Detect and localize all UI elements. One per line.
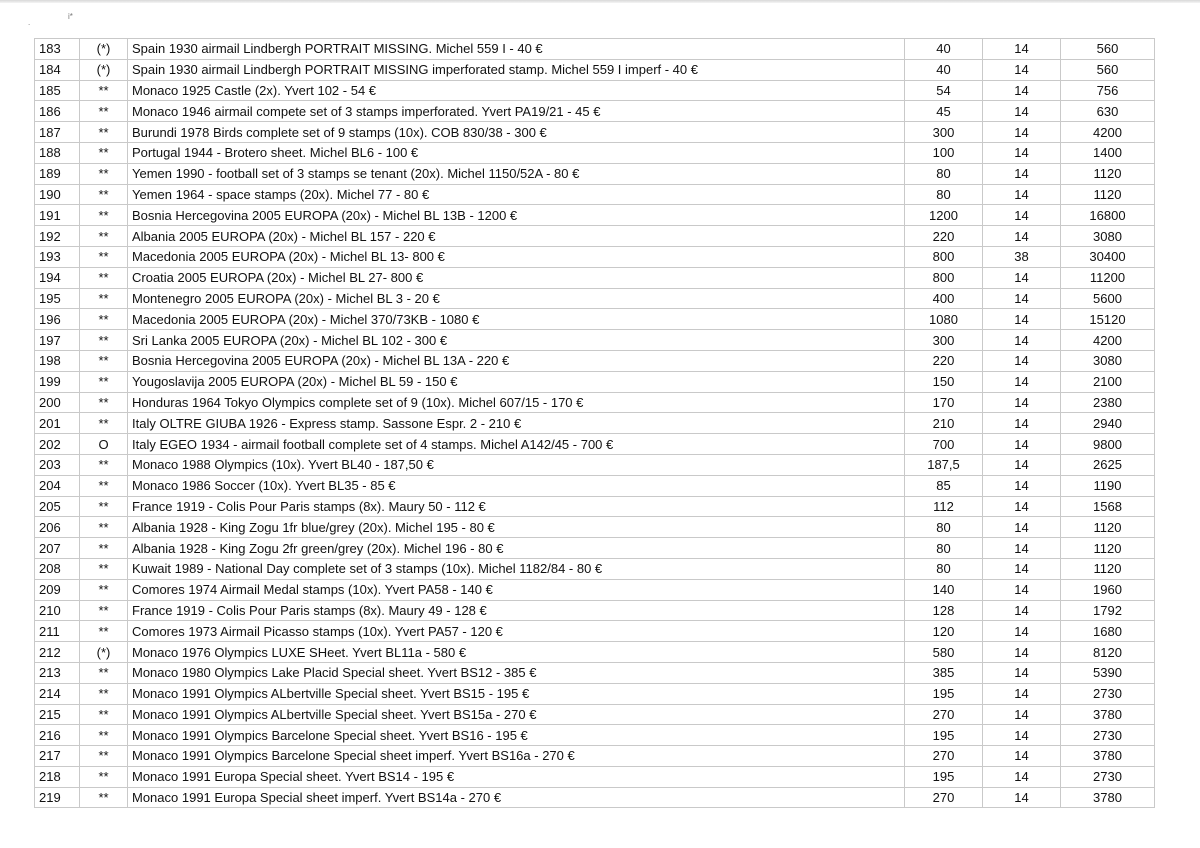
description-cell: Albania 1928 - King Zogu 2fr green/grey (20x). Michel 196 - 80 € xyxy=(128,538,905,559)
table-row xyxy=(35,683,1155,704)
condition-cell: ** xyxy=(80,122,128,143)
condition-cell: ** xyxy=(80,413,128,434)
condition-cell: ** xyxy=(80,621,128,642)
description-cell: Monaco 1986 Soccer (10x). Yvert BL35 - 85 € xyxy=(128,475,905,496)
condition-cell: ** xyxy=(80,496,128,517)
quantity-cell: 14 xyxy=(983,787,1061,808)
total-value-cell: 8120 xyxy=(1061,642,1155,663)
table-row xyxy=(35,59,1155,80)
total-value-cell: 560 xyxy=(1061,59,1155,80)
lot-number-cell: 209 xyxy=(35,579,80,600)
description-cell: Monaco 1991 Olympics ALbertville Special sheet. Yvert BS15 - 195 € xyxy=(128,683,905,704)
total-value-cell: 1400 xyxy=(1061,142,1155,163)
condition-cell: (*) xyxy=(80,39,128,60)
lot-number-cell: 195 xyxy=(35,288,80,309)
table-row xyxy=(35,434,1155,455)
quantity-cell: 14 xyxy=(983,725,1061,746)
total-value-cell: 2730 xyxy=(1061,725,1155,746)
catalogue-value-cell: 800 xyxy=(905,267,983,288)
table-row xyxy=(35,475,1155,496)
quantity-cell: 14 xyxy=(983,184,1061,205)
table-row xyxy=(35,184,1155,205)
catalogue-value-cell: 1080 xyxy=(905,309,983,330)
quantity-cell: 14 xyxy=(983,330,1061,351)
table-row xyxy=(35,579,1155,600)
table-row xyxy=(35,288,1155,309)
catalogue-value-cell: 120 xyxy=(905,621,983,642)
lot-number-cell: 197 xyxy=(35,330,80,351)
lot-number-cell: 203 xyxy=(35,454,80,475)
catalogue-value-cell: 54 xyxy=(905,80,983,101)
catalogue-value-cell: 195 xyxy=(905,766,983,787)
lot-number-cell: 210 xyxy=(35,600,80,621)
quantity-cell: 14 xyxy=(983,122,1061,143)
quantity-cell: 14 xyxy=(983,267,1061,288)
description-cell: Montenegro 2005 EUROPA (20x) - Michel BL 3 - 20 € xyxy=(128,288,905,309)
catalogue-value-cell: 140 xyxy=(905,579,983,600)
table-row xyxy=(35,39,1155,60)
catalogue-value-cell: 300 xyxy=(905,330,983,351)
condition-cell: ** xyxy=(80,246,128,267)
description-cell: Monaco 1991 Olympics Barcelone Special sheet imperf. Yvert BS16a - 270 € xyxy=(128,746,905,767)
total-value-cell: 1120 xyxy=(1061,558,1155,579)
total-value-cell: 3780 xyxy=(1061,704,1155,725)
condition-cell: ** xyxy=(80,288,128,309)
total-value-cell: 3780 xyxy=(1061,787,1155,808)
catalogue-value-cell: 195 xyxy=(905,725,983,746)
quantity-cell: 14 xyxy=(983,288,1061,309)
catalogue-value-cell: 40 xyxy=(905,59,983,80)
lot-table-body xyxy=(35,39,1155,808)
table-row xyxy=(35,538,1155,559)
catalogue-value-cell: 210 xyxy=(905,413,983,434)
lot-number-cell: 183 xyxy=(35,39,80,60)
lot-table xyxy=(34,38,1155,808)
quantity-cell: 14 xyxy=(983,309,1061,330)
catalogue-value-cell: 270 xyxy=(905,704,983,725)
description-cell: Croatia 2005 EUROPA (20x) - Michel BL 27- 800 € xyxy=(128,267,905,288)
total-value-cell: 1120 xyxy=(1061,184,1155,205)
quantity-cell: 14 xyxy=(983,371,1061,392)
description-cell: Macedonia 2005 EUROPA (20x) - Michel BL 13- 800 € xyxy=(128,246,905,267)
table-row xyxy=(35,787,1155,808)
table-row xyxy=(35,600,1155,621)
lot-number-cell: 190 xyxy=(35,184,80,205)
condition-cell: ** xyxy=(80,163,128,184)
quantity-cell: 14 xyxy=(983,621,1061,642)
quantity-cell: 14 xyxy=(983,454,1061,475)
description-cell: Monaco 1991 Olympics Barcelone Special sheet. Yvert BS16 - 195 € xyxy=(128,725,905,746)
condition-cell: ** xyxy=(80,787,128,808)
lot-number-cell: 204 xyxy=(35,475,80,496)
catalogue-value-cell: 300 xyxy=(905,122,983,143)
table-row xyxy=(35,662,1155,683)
description-cell: Italy EGEO 1934 - airmail football complete set of 4 stamps. Michel A142/45 - 700 € xyxy=(128,434,905,455)
condition-cell: ** xyxy=(80,579,128,600)
total-value-cell: 630 xyxy=(1061,101,1155,122)
total-value-cell: 3780 xyxy=(1061,746,1155,767)
total-value-cell: 1190 xyxy=(1061,475,1155,496)
table-row xyxy=(35,704,1155,725)
catalogue-value-cell: 128 xyxy=(905,600,983,621)
quantity-cell: 14 xyxy=(983,475,1061,496)
description-cell: Comores 1974 Airmail Medal stamps (10x). Yvert PA58 - 140 € xyxy=(128,579,905,600)
lot-number-cell: 187 xyxy=(35,122,80,143)
table-row xyxy=(35,80,1155,101)
table-row xyxy=(35,496,1155,517)
quantity-cell: 14 xyxy=(983,517,1061,538)
lot-number-cell: 201 xyxy=(35,413,80,434)
catalogue-value-cell: 170 xyxy=(905,392,983,413)
table-row xyxy=(35,517,1155,538)
lot-number-cell: 188 xyxy=(35,142,80,163)
lot-number-cell: 200 xyxy=(35,392,80,413)
quantity-cell: 14 xyxy=(983,205,1061,226)
lot-number-cell: 191 xyxy=(35,205,80,226)
condition-cell: O xyxy=(80,434,128,455)
total-value-cell: 5390 xyxy=(1061,662,1155,683)
total-value-cell: 11200 xyxy=(1061,267,1155,288)
total-value-cell: 2625 xyxy=(1061,454,1155,475)
lot-number-cell: 185 xyxy=(35,80,80,101)
table-row xyxy=(35,642,1155,663)
catalogue-value-cell: 270 xyxy=(905,787,983,808)
description-cell: Monaco 1991 Europa Special sheet imperf. Yvert BS14a - 270 € xyxy=(128,787,905,808)
total-value-cell: 16800 xyxy=(1061,205,1155,226)
lot-number-cell: 215 xyxy=(35,704,80,725)
description-cell: Honduras 1964 Tokyo Olympics complete set of 9 (10x). Michel 607/15 - 170 € xyxy=(128,392,905,413)
total-value-cell: 1120 xyxy=(1061,538,1155,559)
catalogue-value-cell: 80 xyxy=(905,163,983,184)
table-row xyxy=(35,371,1155,392)
condition-cell: ** xyxy=(80,538,128,559)
lot-number-cell: 186 xyxy=(35,101,80,122)
lot-number-cell: 217 xyxy=(35,746,80,767)
table-row xyxy=(35,142,1155,163)
description-cell: France 1919 - Colis Pour Paris stamps (8x). Maury 50 - 112 € xyxy=(128,496,905,517)
total-value-cell: 9800 xyxy=(1061,434,1155,455)
condition-cell: ** xyxy=(80,662,128,683)
quantity-cell: 14 xyxy=(983,413,1061,434)
condition-cell: ** xyxy=(80,517,128,538)
total-value-cell: 2100 xyxy=(1061,371,1155,392)
table-row xyxy=(35,246,1155,267)
table-row xyxy=(35,454,1155,475)
description-cell: Bosnia Hercegovina 2005 EUROPA (20x) - Michel BL 13B - 1200 € xyxy=(128,205,905,226)
catalogue-value-cell: 385 xyxy=(905,662,983,683)
total-value-cell: 4200 xyxy=(1061,122,1155,143)
quantity-cell: 14 xyxy=(983,683,1061,704)
lot-number-cell: 194 xyxy=(35,267,80,288)
lot-number-cell: 196 xyxy=(35,309,80,330)
total-value-cell: 1960 xyxy=(1061,579,1155,600)
quantity-cell: 14 xyxy=(983,600,1061,621)
table-row xyxy=(35,122,1155,143)
total-value-cell: 2730 xyxy=(1061,683,1155,704)
quantity-cell: 14 xyxy=(983,746,1061,767)
quantity-cell: 14 xyxy=(983,642,1061,663)
description-cell: Monaco 1988 Olympics (10x). Yvert BL40 - 187,50 € xyxy=(128,454,905,475)
catalogue-value-cell: 80 xyxy=(905,558,983,579)
quantity-cell: 38 xyxy=(983,246,1061,267)
quantity-cell: 14 xyxy=(983,579,1061,600)
total-value-cell: 3080 xyxy=(1061,350,1155,371)
lot-number-cell: 189 xyxy=(35,163,80,184)
lot-number-cell: 193 xyxy=(35,246,80,267)
lot-number-cell: 214 xyxy=(35,683,80,704)
condition-cell: ** xyxy=(80,725,128,746)
lot-number-cell: 211 xyxy=(35,621,80,642)
table-row xyxy=(35,101,1155,122)
lot-number-cell: 213 xyxy=(35,662,80,683)
catalogue-value-cell: 400 xyxy=(905,288,983,309)
condition-cell: ** xyxy=(80,184,128,205)
description-cell: Kuwait 1989 - National Day complete set of 3 stamps (10x). Michel 1182/84 - 80 € xyxy=(128,558,905,579)
condition-cell: ** xyxy=(80,330,128,351)
condition-cell: ** xyxy=(80,454,128,475)
table-row xyxy=(35,766,1155,787)
lot-number-cell: 184 xyxy=(35,59,80,80)
table-row xyxy=(35,392,1155,413)
description-cell: Spain 1930 airmail Lindbergh PORTRAIT MISSING imperforated stamp. Michel 559 I imperf - 40 € xyxy=(128,59,905,80)
condition-cell: ** xyxy=(80,226,128,247)
total-value-cell: 1568 xyxy=(1061,496,1155,517)
description-cell: Italy OLTRE GIUBA 1926 - Express stamp. Sassone Espr. 2 - 210 € xyxy=(128,413,905,434)
description-cell: Monaco 1976 Olympics LUXE SHeet. Yvert BL11a - 580 € xyxy=(128,642,905,663)
description-cell: Yougoslavija 2005 EUROPA (20x) - Michel BL 59 - 150 € xyxy=(128,371,905,392)
condition-cell: ** xyxy=(80,746,128,767)
description-cell: Albania 1928 - King Zogu 1fr blue/grey (20x). Michel 195 - 80 € xyxy=(128,517,905,538)
scan-top-edge xyxy=(0,0,1200,3)
lot-number-cell: 212 xyxy=(35,642,80,663)
description-cell: Albania 2005 EUROPA (20x) - Michel BL 157 - 220 € xyxy=(128,226,905,247)
quantity-cell: 14 xyxy=(983,80,1061,101)
condition-cell: ** xyxy=(80,683,128,704)
condition-cell: ** xyxy=(80,558,128,579)
total-value-cell: 5600 xyxy=(1061,288,1155,309)
condition-cell: ** xyxy=(80,371,128,392)
total-value-cell: 1792 xyxy=(1061,600,1155,621)
catalogue-value-cell: 700 xyxy=(905,434,983,455)
condition-cell: ** xyxy=(80,350,128,371)
table-row xyxy=(35,725,1155,746)
lot-number-cell: 218 xyxy=(35,766,80,787)
condition-cell: ** xyxy=(80,101,128,122)
description-cell: Monaco 1991 Olympics ALbertville Special sheet. Yvert BS15a - 270 € xyxy=(128,704,905,725)
catalogue-value-cell: 580 xyxy=(905,642,983,663)
table-row xyxy=(35,226,1155,247)
description-cell: Comores 1973 Airmail Picasso stamps (10x). Yvert PA57 - 120 € xyxy=(128,621,905,642)
total-value-cell: 2380 xyxy=(1061,392,1155,413)
description-cell: Monaco 1991 Europa Special sheet. Yvert BS14 - 195 € xyxy=(128,766,905,787)
quantity-cell: 14 xyxy=(983,496,1061,517)
condition-cell: ** xyxy=(80,392,128,413)
condition-cell: ** xyxy=(80,267,128,288)
total-value-cell: 3080 xyxy=(1061,226,1155,247)
description-cell: Bosnia Hercegovina 2005 EUROPA (20x) - Michel BL 13A - 220 € xyxy=(128,350,905,371)
scan-mark: . xyxy=(28,18,31,27)
catalogue-value-cell: 187,5 xyxy=(905,454,983,475)
lot-number-cell: 206 xyxy=(35,517,80,538)
total-value-cell: 2940 xyxy=(1061,413,1155,434)
lot-number-cell: 219 xyxy=(35,787,80,808)
catalogue-value-cell: 150 xyxy=(905,371,983,392)
total-value-cell: 1120 xyxy=(1061,517,1155,538)
description-cell: Macedonia 2005 EUROPA (20x) - Michel 370/73KB - 1080 € xyxy=(128,309,905,330)
lot-number-cell: 192 xyxy=(35,226,80,247)
description-cell: Monaco 1946 airmail compete set of 3 stamps imperforated. Yvert PA19/21 - 45 € xyxy=(128,101,905,122)
total-value-cell: 15120 xyxy=(1061,309,1155,330)
condition-cell: ** xyxy=(80,704,128,725)
condition-cell: ** xyxy=(80,205,128,226)
quantity-cell: 14 xyxy=(983,142,1061,163)
description-cell: Yemen 1964 - space stamps (20x). Michel 77 - 80 € xyxy=(128,184,905,205)
quantity-cell: 14 xyxy=(983,704,1061,725)
quantity-cell: 14 xyxy=(983,39,1061,60)
catalogue-value-cell: 220 xyxy=(905,226,983,247)
catalogue-value-cell: 112 xyxy=(905,496,983,517)
total-value-cell: 30400 xyxy=(1061,246,1155,267)
description-cell: Sri Lanka 2005 EUROPA (20x) - Michel BL 102 - 300 € xyxy=(128,330,905,351)
table-row xyxy=(35,558,1155,579)
catalogue-value-cell: 45 xyxy=(905,101,983,122)
catalogue-value-cell: 1200 xyxy=(905,205,983,226)
quantity-cell: 14 xyxy=(983,226,1061,247)
table-row xyxy=(35,746,1155,767)
catalogue-value-cell: 85 xyxy=(905,475,983,496)
lot-number-cell: 205 xyxy=(35,496,80,517)
description-cell: Burundi 1978 Birds complete set of 9 stamps (10x). COB 830/38 - 300 € xyxy=(128,122,905,143)
table-row xyxy=(35,205,1155,226)
quantity-cell: 14 xyxy=(983,101,1061,122)
lot-number-cell: 198 xyxy=(35,350,80,371)
catalogue-value-cell: 80 xyxy=(905,184,983,205)
catalogue-value-cell: 270 xyxy=(905,746,983,767)
total-value-cell: 560 xyxy=(1061,39,1155,60)
quantity-cell: 14 xyxy=(983,434,1061,455)
table-row xyxy=(35,621,1155,642)
description-cell: Yemen 1990 - football set of 3 stamps se tenant (20x). Michel 1150/52A - 80 € xyxy=(128,163,905,184)
condition-cell: ** xyxy=(80,766,128,787)
quantity-cell: 14 xyxy=(983,766,1061,787)
quantity-cell: 14 xyxy=(983,538,1061,559)
lot-number-cell: 202 xyxy=(35,434,80,455)
description-cell: Portugal 1944 - Brotero sheet. Michel BL6 - 100 € xyxy=(128,142,905,163)
total-value-cell: 1120 xyxy=(1061,163,1155,184)
lot-number-cell: 208 xyxy=(35,558,80,579)
quantity-cell: 14 xyxy=(983,59,1061,80)
description-cell: Monaco 1925 Castle (2x). Yvert 102 - 54 € xyxy=(128,80,905,101)
quantity-cell: 14 xyxy=(983,558,1061,579)
total-value-cell: 2730 xyxy=(1061,766,1155,787)
condition-cell: (*) xyxy=(80,59,128,80)
quantity-cell: 14 xyxy=(983,350,1061,371)
description-cell: France 1919 - Colis Pour Paris stamps (8x). Maury 49 - 128 € xyxy=(128,600,905,621)
total-value-cell: 4200 xyxy=(1061,330,1155,351)
condition-cell: ** xyxy=(80,142,128,163)
table-row xyxy=(35,267,1155,288)
table-row xyxy=(35,309,1155,330)
catalogue-value-cell: 800 xyxy=(905,246,983,267)
condition-cell: ** xyxy=(80,309,128,330)
table-row xyxy=(35,330,1155,351)
table-row xyxy=(35,163,1155,184)
description-cell: Spain 1930 airmail Lindbergh PORTRAIT MISSING. Michel 559 I - 40 € xyxy=(128,39,905,60)
table-row xyxy=(35,413,1155,434)
lot-number-cell: 207 xyxy=(35,538,80,559)
condition-cell: ** xyxy=(80,600,128,621)
total-value-cell: 756 xyxy=(1061,80,1155,101)
quantity-cell: 14 xyxy=(983,163,1061,184)
quantity-cell: 14 xyxy=(983,392,1061,413)
description-cell: Monaco 1980 Olympics Lake Placid Special sheet. Yvert BS12 - 385 € xyxy=(128,662,905,683)
condition-cell: ** xyxy=(80,80,128,101)
catalogue-value-cell: 80 xyxy=(905,538,983,559)
condition-cell: ** xyxy=(80,475,128,496)
table-row xyxy=(35,350,1155,371)
catalogue-value-cell: 100 xyxy=(905,142,983,163)
quantity-cell: 14 xyxy=(983,662,1061,683)
catalogue-value-cell: 80 xyxy=(905,517,983,538)
catalogue-value-cell: 40 xyxy=(905,39,983,60)
scan-mark: i* xyxy=(68,12,73,21)
catalogue-value-cell: 195 xyxy=(905,683,983,704)
catalogue-value-cell: 220 xyxy=(905,350,983,371)
lot-number-cell: 216 xyxy=(35,725,80,746)
condition-cell: (*) xyxy=(80,642,128,663)
lot-number-cell: 199 xyxy=(35,371,80,392)
total-value-cell: 1680 xyxy=(1061,621,1155,642)
